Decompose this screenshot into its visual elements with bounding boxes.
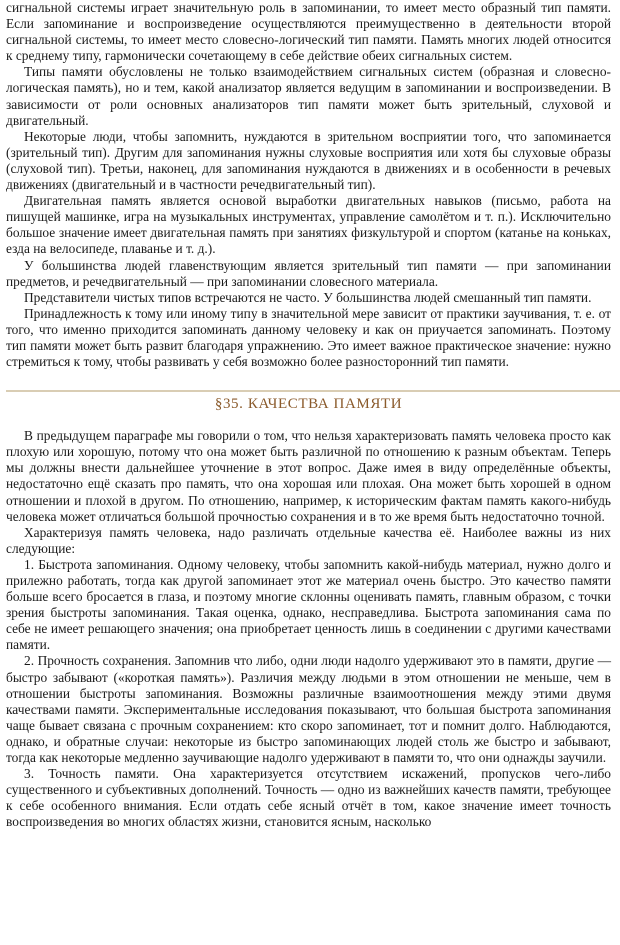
section-heading [6, 370, 611, 428]
paragraph: Двигательная память является основой выработки двигательных навыков (письмо, работа на пишущей машинке, игра на музыкальных инструментах, управление самолётом и т. п.). Исключительно большое значение имеет двигательная память при занятиях физкультурой и спортом (катанье на коньках, езда на велосипеде, плаванье и т. д.). [6, 193, 611, 257]
paragraph: Некоторые люди, чтобы запомнить, нуждаются в зрительном восприятии того, что запоминается (зрительный тип). Другим для запоминания нужны слуховые восприятия или хотя бы слуховые образы (слуховой тип). Третьи, наконец, для запоминания нуждаются в движениях и в особенности в речевых движениях (двигательный и в частности речедвигательный тип). [6, 128, 611, 193]
list-item: 2. Прочность сохранения. Запомнив что либо, одни люди надолго удерживают это в памяти, другие — быстро забывают («короткая память»). Различия между людьми в этом отношении не меньше, чем в отношении быстроты запоминания. Возможны различные взаимоотношения между этими двумя качествами памяти. Экспериментальные исследования показывают, что большая быстрота запоминания чаще бывает связана с прочным сохранением: кто скоро запоминает, тот и помнит долго. Наблюдаются, однако, и обратные случаи: некоторые из быстро запоминающих людей столь же быстро и забывают, тогда как некоторые медленно заучивающие надолго удерживают в памяти то, что они однажды заучили. [6, 653, 611, 766]
paragraph: Типы памяти обусловлены не только взаимодействием сигнальных систем (образная и словесно-логическая память), но и тем, какой анализатор является ведущим в запоминании и воспроизведении. В зависимости от роли основных анализаторов тип памяти может быть зрительный, слуховой и двигательный. [6, 64, 611, 128]
paragraph: Принадлежность к тому или иному типу в значительной мере зависит от практики заучивания, т. е. от того, что именно приходится запоминать данному человеку и как он приучается запоминать. Поэтому тип памяти может быть развит благодаря упражнению. Это имеет важное практическое значение: нужно стремиться к тому, чтобы развивать у себя возможно более разносторонний тип памяти. [6, 305, 611, 370]
section-divider [6, 390, 620, 392]
section-title: §35. КАЧЕСТВА ПАМЯТИ [214, 396, 403, 413]
paragraph: У большинства людей главенствующим является зрительный тип памяти — при запоминании предметов, и речедвигательный — при запоминании словесного материала. [6, 257, 611, 289]
list-item: 1. Быстрота запоминания. Одному человеку, чтобы запомнить какой-нибудь материал, нужно долго и прилежно работать, тогда как другой запоминает этот же материал очень быстро. Это качество памяти больше всего бросается в глаза, и поэтому многие склонны оценивать память, главным образом, с точки зрения быстроты запоминания. Такая оценка, однако, несправедлива. Быстрота запоминания сама по себе не имеет решающего значения; она приобретает ценность лишь в соединении с другими качествами памяти. [6, 556, 611, 653]
memory-qualities-text [6, 428, 611, 830]
list-item: 3. Точность памяти. Она характеризуется отсутствием искажений, пропусков чего-либо существенного и субъективных дополнений. Точность — одно из важнейших качеств памяти, требующее к себе особенного внимания. Если отдать себе ясный отчёт в том, какое значение имеет точность воспроизведения во многих областях жизни, становится ясным, насколько [6, 766, 611, 830]
paragraph: Представители чистых типов встречаются не часто. У большинства людей смешанный тип памяти. [24, 289, 592, 305]
types-of-memory-text [6, 0, 611, 370]
paragraph: сигнальной системы играет значительную роль в запоминании, то имеет место образный тип памяти. Если запоминание и воспроизведение осуществляются преимущественно в деятельности второй сигнальной системы, то имеет место словесно-логический тип памяти. Память многих людей относится к среднему типу, гармонически сочетающему в себе действие обеих сигнальных систем. [6, 0, 611, 64]
paragraph: Характеризуя память человека, надо различать отдельные качества её. Наиболее важны из них следующие: [6, 524, 611, 556]
paragraph: В предыдущем параграфе мы говорили о том, что нельзя характеризовать память человека просто как плохую или хорошую, потому что она может быть различной по отношению к разным объектам. Теперь мы должны внести дальнейшее уточнение в этот вопрос. Даже имея в виду определённые объекты, недостаточно ещё сказать про память, что она хорошая или плохая. Она может быть хорошей в одном отношении и плохой в другом. По отношению, например, к историческим фактам память какого-нибудь человека может отличаться большой прочностью сохранения и в то же время быть недостаточно точной. [6, 428, 611, 524]
